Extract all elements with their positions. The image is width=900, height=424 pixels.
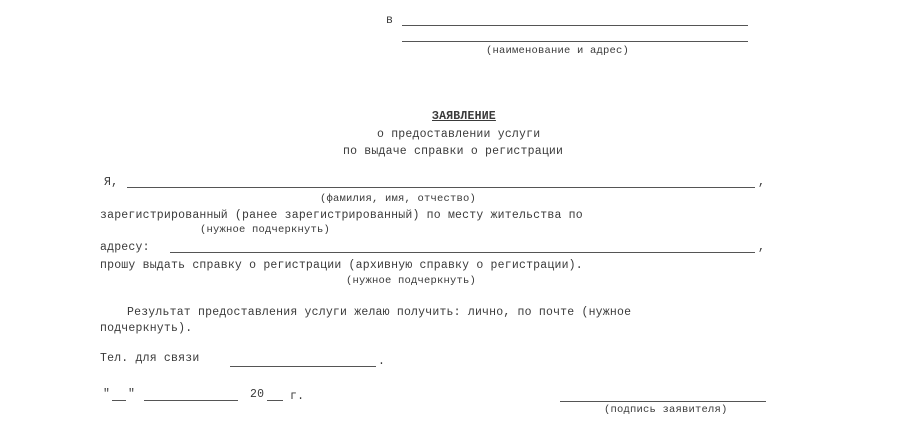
date-day-line: [112, 400, 126, 401]
title-line-3: по выдаче справки о регистрации: [343, 145, 564, 158]
title-line-2: о предоставлении услуги: [377, 128, 541, 141]
applicant-label: Я,: [104, 176, 119, 189]
date-quote-close: ": [128, 388, 136, 401]
addressee-line-2: [402, 41, 748, 42]
result-text-line-1: Результат предоставления услуги желаю получить: лично, по почте (нужное: [127, 306, 632, 319]
date-year-line: [267, 400, 283, 401]
address-line: [170, 252, 755, 253]
document-title: ЗАЯВЛЕНИЕ: [432, 110, 496, 123]
date-quote-open: ": [103, 388, 111, 401]
phone-line-end: .: [378, 355, 386, 368]
registered-text: зарегистрированный (ранее зарегистрированный) по месту жительства по: [100, 209, 583, 222]
signature-line: [560, 401, 766, 402]
request-text: прошу выдать справку о регистрации (архивную справку о регистрации).: [100, 259, 583, 272]
result-text-line-2: подчеркнуть).: [100, 322, 193, 335]
addressee-line-1: [402, 25, 748, 26]
underline-caption-2: (нужное подчеркнуть): [346, 275, 477, 287]
addressee-prefix: в: [386, 14, 394, 27]
phone-line: [230, 366, 376, 367]
fio-caption: (фамилия, имя, отчество): [320, 193, 477, 205]
address-line-end: ,: [758, 241, 766, 254]
applicant-name-line: [127, 187, 755, 188]
date-year-suffix: г.: [290, 390, 305, 403]
addressee-caption: (наименование и адрес): [486, 45, 630, 57]
applicant-line-end: ,: [758, 176, 766, 189]
phone-label: Тел. для связи: [100, 352, 200, 365]
date-year-prefix: 20: [250, 388, 265, 401]
underline-caption-1: (нужное подчеркнуть): [200, 224, 331, 236]
date-month-line: [144, 400, 238, 401]
signature-caption: (подпись заявителя): [604, 404, 728, 416]
address-label: адресу:: [100, 241, 150, 254]
